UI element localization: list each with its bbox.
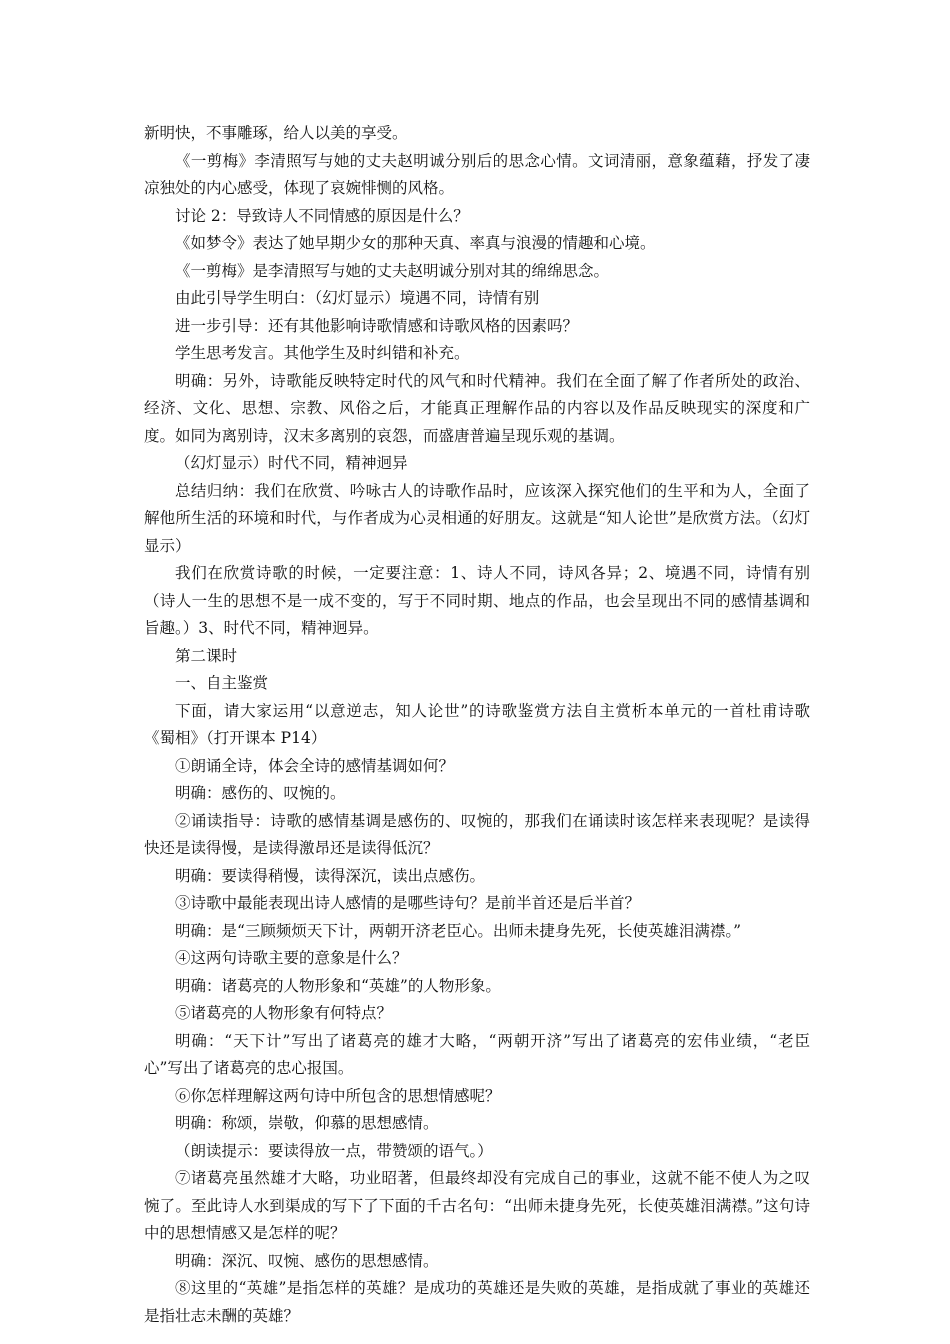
paragraph-1: 新明快，不事雕琢，给人以美的享受。 [144,124,408,142]
answer-5: 明确：“天下计”写出了诸葛亮的雄才大略，“两朝开济”写出了诸葛亮的宏伟业绩，“老臣心”写出了诸葛亮的忠心报国。 [144,1031,810,1077]
reading-tip: （朗读提示：要读得放一点，带赞颂的语气。） [175,1141,493,1160]
answer-3: 明确：是“三顾频烦天下计，两朝开济老臣心。出师未捷身先死，长使英雄泪满襟。” [175,921,742,940]
question-5: ⑤诸葛亮的人物形象有何特点？ [175,1004,393,1022]
paragraph-7: 进一步引导：还有其他影响诗歌情感和诗歌风格的因素吗？ [175,316,579,335]
paragraph-15: 下面，请大家运用“以意逆志，知人论世”的诗歌鉴赏方法自主赏析本单元的一首杜甫诗歌《蜀相》（打开课本 P14） [144,701,810,747]
answer-4: 明确：诸葛亮的人物形象和“英雄”的人物形象。 [175,976,501,995]
paragraph-8: 学生思考发言。其他学生及时纠错和补充。 [175,344,470,362]
question-2: ②诵读指导：诗歌的感情基调是感伤的、叹惋的，那我们在诵读时该怎样来表现呢？是读得快还是读得慢，是读得激昂还是读得低沉？ [144,811,810,857]
answer-2: 明确：要读得稍慢，读得深沉，读出点感伤。 [175,866,486,885]
question-3: ③诗歌中最能表现出诗人感情的是哪些诗句？是前半首还是后半首？ [175,894,641,912]
paragraph-10: （幻灯显示）时代不同，精神迥异 [175,454,408,472]
section-heading-lesson-two: 第二课时 [175,646,238,665]
paragraph-9: 明确：另外，诗歌能反映特定时代的风气和时代精神。我们在全面了解了作者所处的政治、经济、文化、思想、宗教、风俗之后，才能真正理解作品的内容以及作品反映现实的深度和广度。如同为离别诗，汉末多离别的哀怨，而盛唐普遍呈现乐观的基调。 [144,371,810,445]
question-8: ⑧这里的“英雄”是指怎样的英雄？是成功的英雄还是失败的英雄，是指成就了事业的英雄还是指壮志未酬的英雄？ [144,1279,810,1325]
question-1: ①朗诵全诗，体会全诗的感情基调如何？ [175,756,455,775]
question-7: ⑦诸葛亮虽然雄才大略，功业昭著，但最终却没有完成自己的事业，这就不能不使人为之叹惋了。至此诗人水到渠成的写下了下面的千古名句：“出师未捷身先死，长使英雄泪满襟。”这句诗中的思想情感又是怎样的呢？ [144,1169,810,1242]
paragraph-11: 总结归纳：我们在欣赏、吟咏古人的诗歌作品时，应该深入探究他们的生平和为人，全面了解他所生活的环境和时代，与作者成为心灵相通的好朋友。这就是“知人论世”是欣赏方法。（幻灯显示） [144,481,810,555]
paragraph-12: 我们在欣赏诗歌的时候，一定要注意：1、诗人不同，诗风各异；2、境遇不同，诗情有别（诗人一生的思想不是一成不变的，写于不同时期、地点的作品，也会呈现出不同的感情基调和旨趣。）3、时代不同，精神迥异。 [144,564,810,637]
question-4: ④这两句诗歌主要的意象是什么？ [175,949,408,967]
section-heading-self-appreciation: 一、自主鉴赏 [175,674,269,692]
question-6: ⑥你怎样理解这两句诗中所包含的思想情感呢？ [175,1086,501,1105]
paragraph-4: 《如梦令》表达了她早期少女的那种天真、率真与浪漫的情趣和心境。 [175,234,656,252]
paragraph-3: 讨论 2：导致诗人不同情感的原因是什么？ [175,206,469,225]
answer-1: 明确：感伤的、叹惋的。 [175,784,346,802]
paragraph-6: 由此引导学生明白：（幻灯显示）境遇不同，诗情有别 [175,289,540,307]
answer-7: 明确：深沉、叹惋、感伤的思想感情。 [175,1251,439,1270]
paragraph-5: 《一剪梅》是李清照写与她的丈夫赵明诚分别对其的绵绵思念。 [175,261,610,280]
document-body [144,120,810,1330]
paragraph-2: 《一剪梅》李清照写与她的丈夫赵明诚分别后的思念心情。文词清丽，意象蕴藉，抒发了凄凉独处的内心感受，体现了哀婉悱恻的风格。 [144,151,810,197]
answer-6: 明确：称颂，崇敬，仰慕的思想感情。 [175,1114,439,1132]
